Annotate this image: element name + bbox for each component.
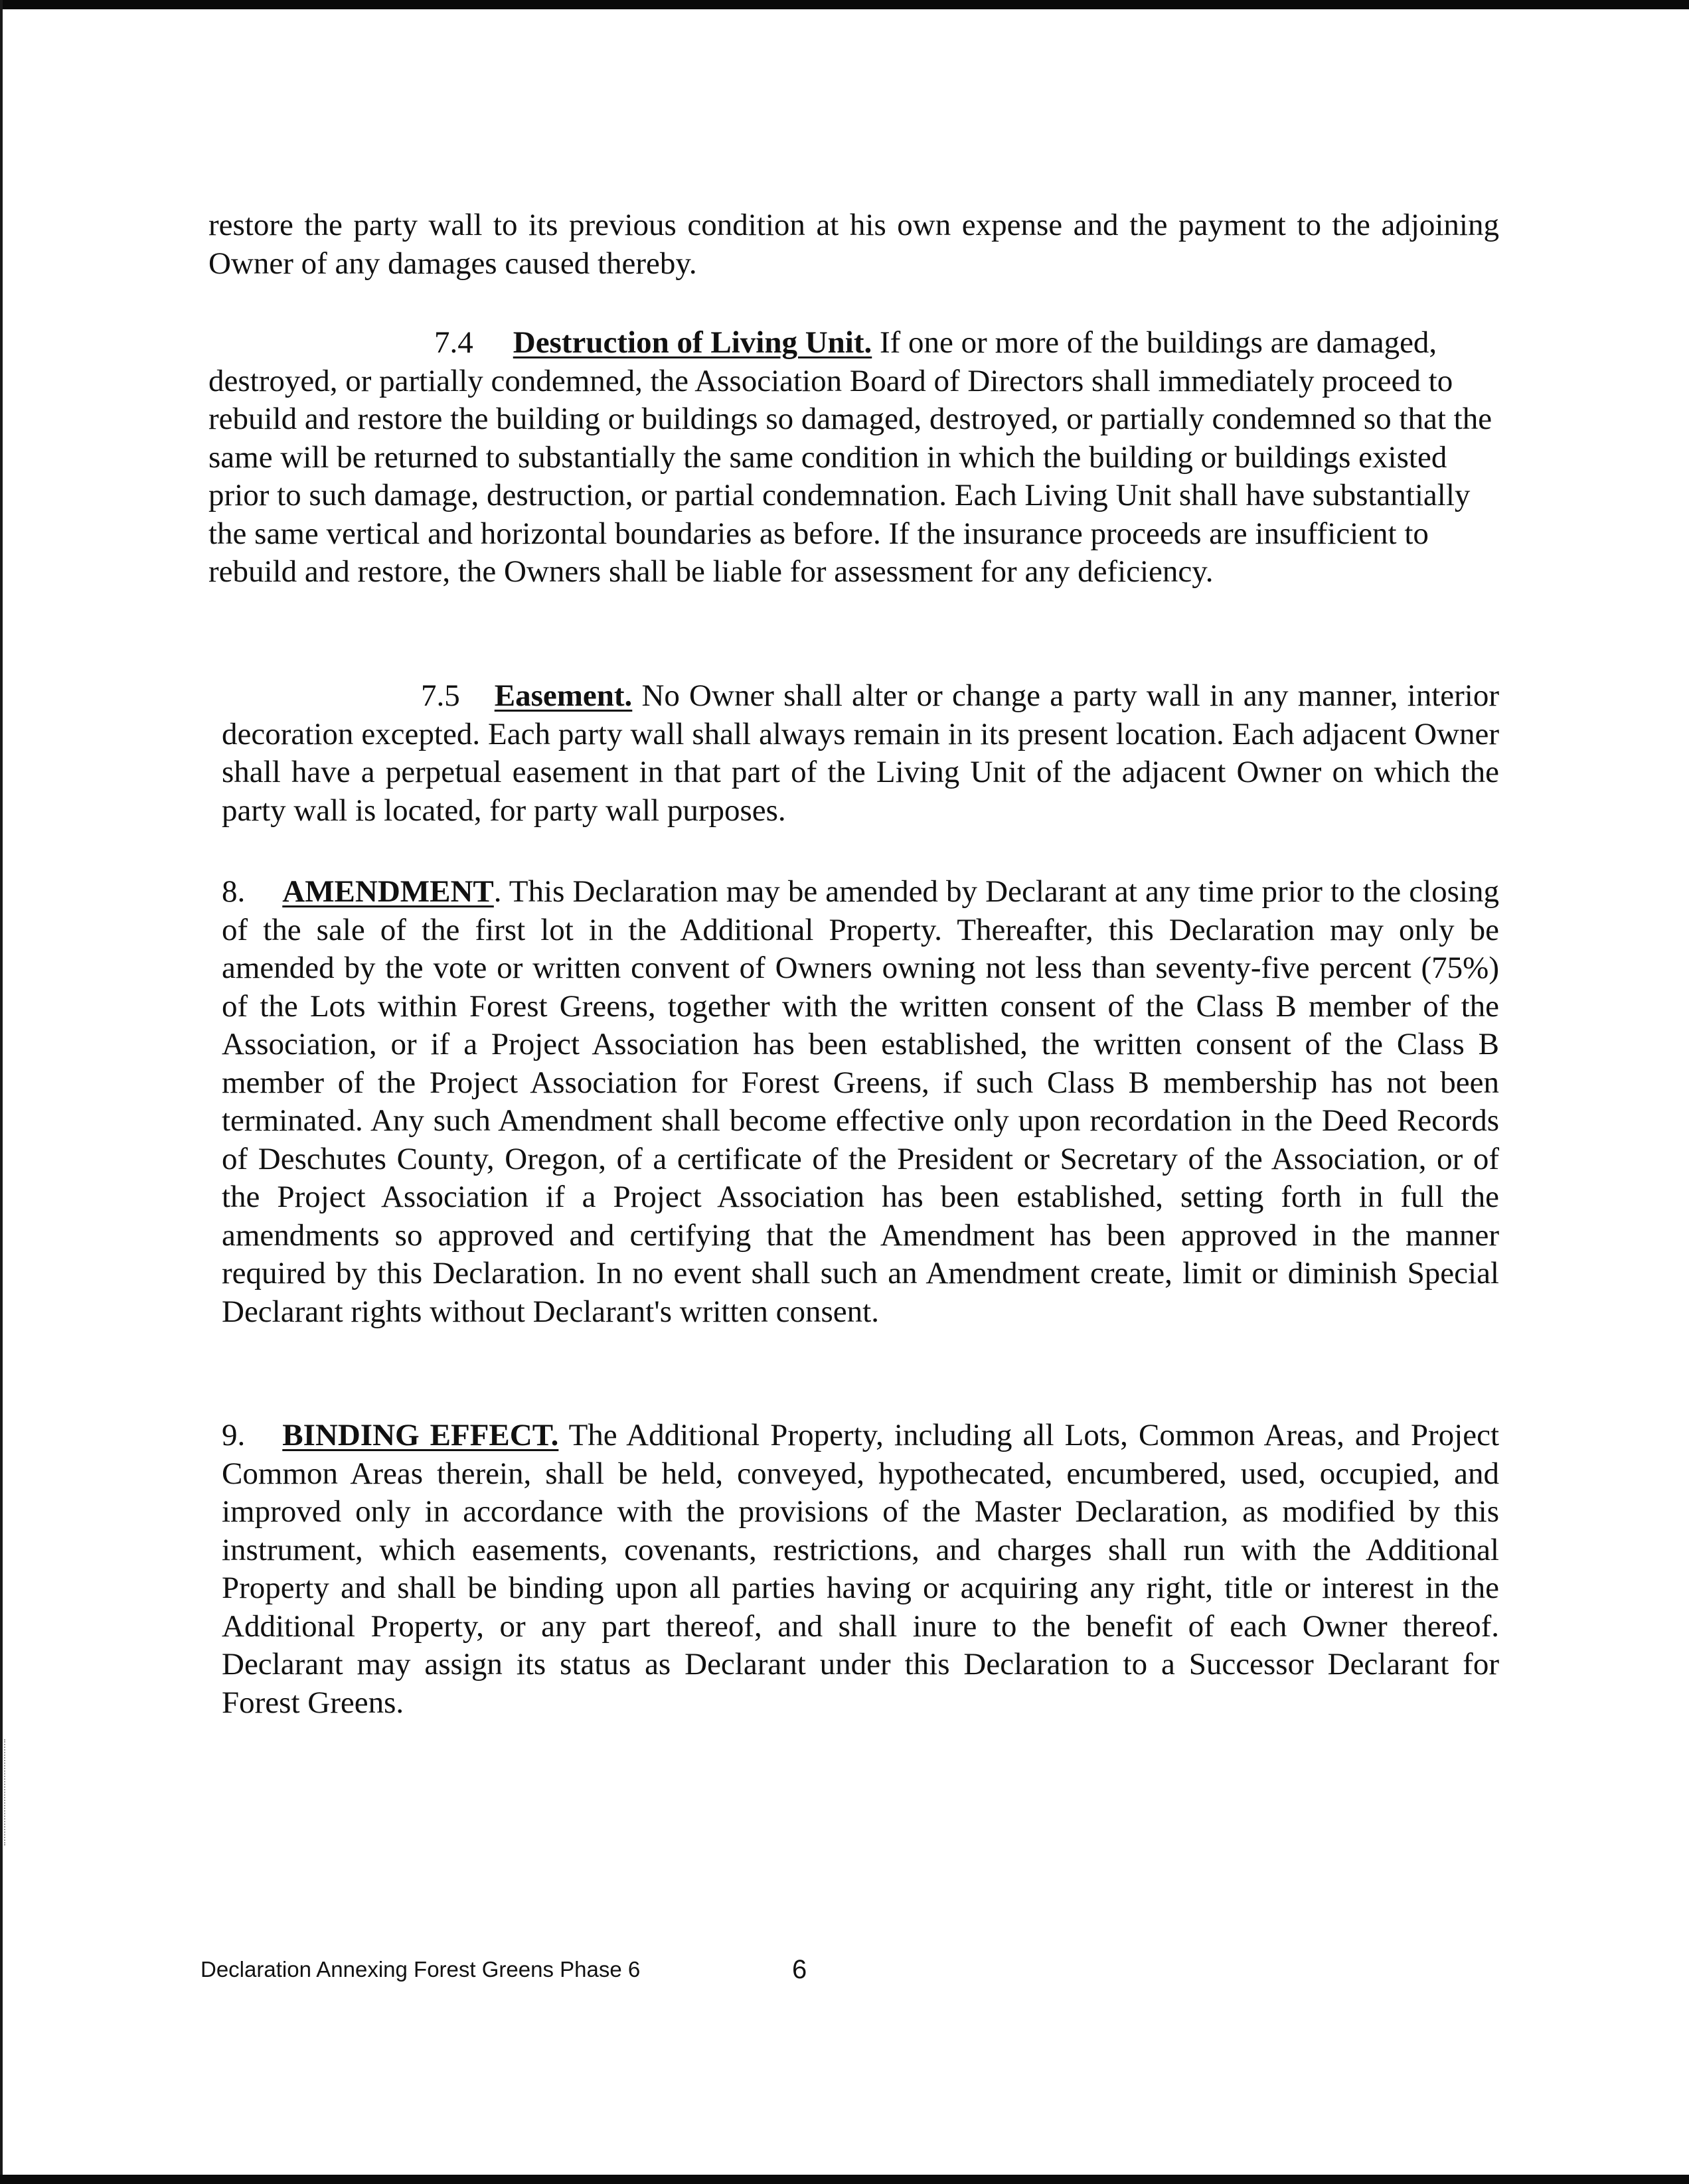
section-number: 7.5 <box>421 678 460 713</box>
section-heading: Destruction of Living Unit. <box>513 325 872 360</box>
section-body: The Additional Property, including all Lots, Common Areas, and Project Common Areas therein, shall be held, conveyed, hypothecated, encumbered, used, occupied, and improved only in accordance with the provisions of the Master Declaration, as modified by this instrument, which easements, covenants, restrictions, and charges shall run with the Additional Property and shall be binding upon all parties having or acquiring any right, title or interest in the Additional Property, or any part thereof, and shall inure to the benefit of each Owner thereof. Declarant may assign its status as Declarant under this Declaration to a Successor Declarant for Forest Greens. <box>222 1418 1500 1720</box>
section-7-4-paragraph <box>208 324 1499 591</box>
scan-margin-marks <box>4 1739 8 1845</box>
section-body: If one or more of the buildings are damaged, destroyed, or partially condemned, the Association Board of Directors shall immediately proceed to rebuild and restore the building or buildings so damaged, destroyed, or partially condemned so that the same will be returned to substantially the same condition in which the building or buildings existed prior to such damage, destruction, or partial condemnation. Each Living Unit shall have substantially the same vertical and horizontal boundaries as before. If the insurance proceeds are insufficient to rebuild and restore, the Owners shall be liable for assessment for any deficiency. <box>208 325 1492 589</box>
intro-text: restore the party wall to its previous condition at his own expense and the payment to the adjoining Owner of any damages caused thereby. <box>208 208 1499 281</box>
section-heading: AMENDMENT <box>282 874 494 909</box>
scan-border-top <box>0 0 1689 9</box>
section-body: No Owner shall alter or change a party wall in any manner, interior decoration excepted. Each party wall shall always remain in its present location. Each adjacent Owner shall have a perpetual easement in that part of the Living Unit of the adjacent Owner on which the party wall is located, for party wall purposes. <box>222 678 1499 828</box>
section-number: 7.4 <box>434 325 473 360</box>
section-7-5-paragraph <box>222 677 1499 830</box>
section-8-paragraph <box>222 873 1499 1331</box>
scan-border-bottom <box>0 2175 1689 2184</box>
section-body: . This Declaration may be amended by Declarant at any time prior to the closing of the sale of the first lot in the Additional Property. Thereafter, this Declaration may only be amended by the vote or written convent of Owners owning not less than seventy-five percent (75%) of the Lots within Forest Greens, together with the written consent of the Class B member of the Association, or if a Project Association has been established, the written consent of the Class B member of the Project Association for Forest Greens, if such Class B membership has not been terminated. Any such Amendment shall become effective only upon recordation in the Deed Records of Deschutes County, Oregon, of a certificate of the President or Secretary of the Association, or of the Project Association if a Project Association has been established, setting forth in full the amendments so approved and certifying that the Amendment has been approved in the manner required by this Declaration. In no event shall such an Amendment create, limit or diminish Special Declarant rights without Declarant's written consent. <box>222 874 1499 1329</box>
footer-document-title: Declaration Annexing Forest Greens Phase 6 <box>201 1957 641 1982</box>
section-number: 9. <box>222 1418 246 1452</box>
section-number: 8. <box>222 874 246 909</box>
intro-paragraph <box>208 206 1499 283</box>
section-9-paragraph <box>222 1417 1499 1722</box>
section-heading: BINDING EFFECT. <box>282 1418 559 1452</box>
footer-page-number: 6 <box>792 1955 807 1984</box>
scan-border-left <box>0 0 3 2184</box>
section-heading: Easement. <box>494 678 633 713</box>
